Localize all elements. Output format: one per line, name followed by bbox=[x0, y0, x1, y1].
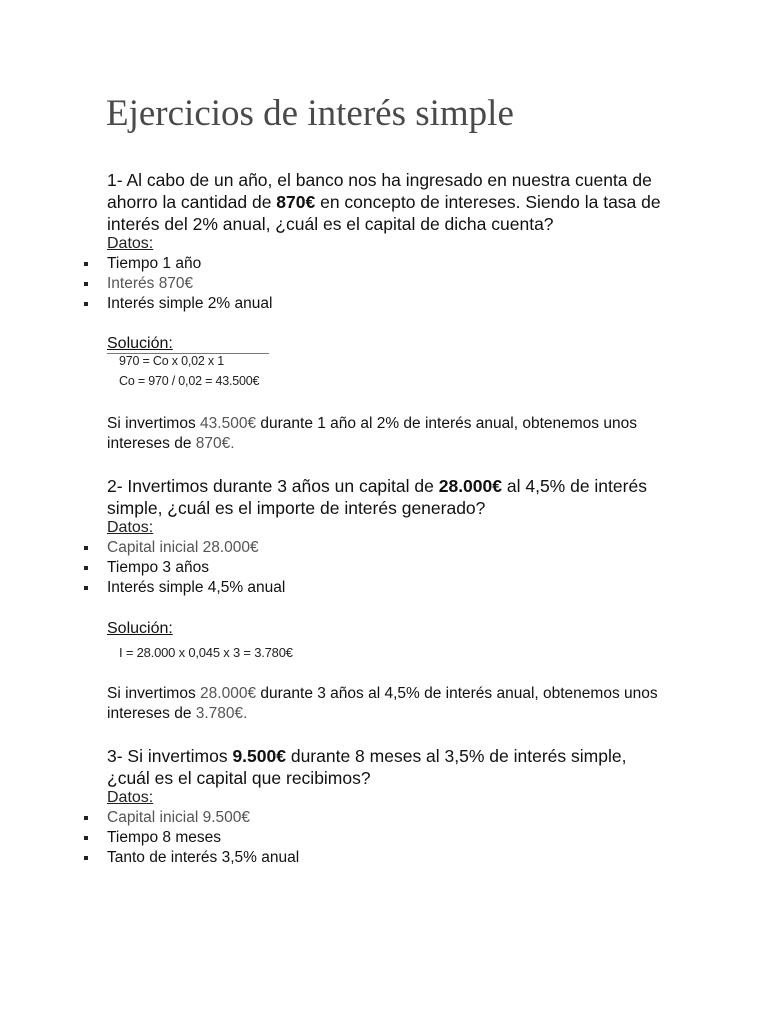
conclusion-amount: 28.000€ bbox=[200, 685, 257, 702]
exercise-2-conclusion bbox=[107, 684, 667, 724]
list-item-text: Tiempo 1 año bbox=[107, 255, 202, 272]
exercise-3-question bbox=[107, 745, 667, 789]
exercise-1-formula-1: 970 = Co x 0,02 x 1 bbox=[107, 353, 269, 368]
bullet-icon bbox=[84, 566, 88, 570]
list-item bbox=[0, 274, 768, 294]
list-item bbox=[0, 294, 768, 314]
list-item bbox=[0, 254, 768, 274]
list-item-text: Capital inicial 28.000€ bbox=[107, 539, 259, 556]
exercise-3-question-text-end: durante 8 meses al 3,5% de interés simple, ¿cuál es el capital que recibimos? bbox=[107, 746, 627, 788]
exercise-3-question-text: 3- Si invertimos bbox=[107, 746, 233, 766]
exercise-1-solucion-label: Solución: bbox=[107, 335, 173, 352]
conclusion-text: Si invertimos bbox=[107, 415, 201, 432]
list-item bbox=[0, 828, 768, 848]
bullet-icon bbox=[84, 282, 88, 286]
conclusion-text: Si invertimos bbox=[107, 685, 201, 702]
list-item-text: Capital inicial 9.500€ bbox=[107, 809, 251, 826]
conclusion-amount: 870€. bbox=[195, 435, 235, 452]
page-title: Ejercicios de interés simple bbox=[106, 93, 514, 134]
conclusion-amount: 3.780€. bbox=[195, 705, 248, 722]
exercise-2-datos-label: Datos: bbox=[107, 519, 154, 536]
exercise-1-conclusion bbox=[107, 414, 667, 454]
list-item bbox=[0, 578, 768, 598]
list-item-text: Tiempo 8 meses bbox=[107, 829, 221, 846]
bullet-icon bbox=[84, 816, 88, 820]
exercise-3-amount: 9.500€ bbox=[232, 746, 286, 766]
bullet-icon bbox=[84, 856, 88, 860]
list-item bbox=[0, 848, 768, 868]
conclusion-amount: 43.500€ bbox=[200, 415, 257, 432]
exercise-2-question-text-end: al 4,5% de interés simple, ¿cuál es el importe de interés generado? bbox=[107, 476, 647, 518]
exercise-1-question-text: 1- Al cabo de un año, el banco nos ha ingresado en nuestra cuenta de ahorro la cantidad de bbox=[107, 170, 652, 212]
exercise-2-solucion-label: Solución: bbox=[107, 620, 173, 637]
bullet-icon bbox=[84, 546, 88, 550]
list-item bbox=[0, 558, 768, 578]
exercise-2-question bbox=[107, 475, 667, 519]
list-item-text: Tiempo 3 años bbox=[107, 559, 209, 576]
list-item-text: Tanto de interés 3,5% anual bbox=[107, 849, 300, 866]
exercise-2-question-text: 2- Invertimos durante 3 años un capital de bbox=[107, 476, 439, 496]
exercise-1-formula-2: Co = 970 / 0,02 = 43.500€ bbox=[119, 374, 260, 388]
exercise-1-datos-label: Datos: bbox=[107, 235, 154, 252]
exercise-1-question bbox=[107, 169, 667, 235]
list-item-text: Interés 870€ bbox=[107, 275, 194, 292]
list-item-text: Interés simple 2% anual bbox=[107, 295, 273, 312]
bullet-icon bbox=[84, 302, 88, 306]
conclusion-text: durante 3 años al 4,5% de interés anual, obtenemos unos intereses de bbox=[107, 685, 658, 722]
exercise-3-datos-label: Datos: bbox=[107, 789, 154, 806]
exercise-2-data-list bbox=[0, 538, 768, 598]
exercise-2-formula-1: I = 28.000 x 0,045 x 3 = 3.780€ bbox=[119, 645, 293, 660]
conclusion-text: durante 1 año al 2% de interés anual, obtenemos unos intereses de bbox=[107, 415, 637, 452]
list-item bbox=[0, 808, 768, 828]
list-item bbox=[0, 538, 768, 558]
exercise-1-data-list bbox=[0, 254, 768, 314]
exercise-3-data-list bbox=[0, 808, 768, 868]
exercise-2-amount: 28.000€ bbox=[438, 476, 502, 496]
bullet-icon bbox=[84, 262, 88, 266]
bullet-icon bbox=[84, 836, 88, 840]
exercise-1-question-text-end: en concepto de intereses. Siendo la tasa de interés del 2% anual, ¿cuál es el capital de dicha cuenta? bbox=[107, 192, 661, 234]
bullet-icon bbox=[84, 586, 88, 590]
exercise-1-amount: 870€ bbox=[276, 192, 316, 212]
list-item-text: Interés simple 4,5% anual bbox=[107, 579, 286, 596]
